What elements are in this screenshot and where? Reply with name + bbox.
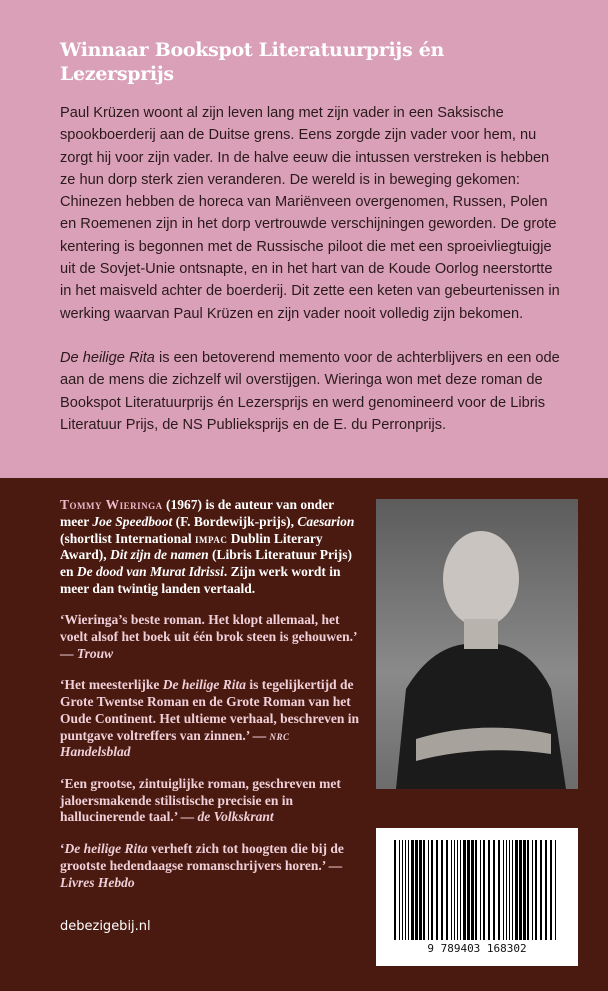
barcode-bar xyxy=(515,840,518,940)
quote-source: Handelsblad xyxy=(60,744,131,760)
author-bio xyxy=(60,497,362,597)
synopsis-panel xyxy=(0,0,608,478)
quote-source: de Volkskrant xyxy=(197,809,274,825)
review-quote xyxy=(60,776,362,826)
award-name: impac xyxy=(195,530,228,546)
quote-text: ‘ xyxy=(60,841,65,857)
barcode-bar xyxy=(475,840,477,940)
quote-text: ‘Een grootse, zintuiglijke roman, geschreven met jaloersmakende stilistische precisie en in hallucinerende taal.’ — xyxy=(60,776,341,825)
barcode-bar xyxy=(441,840,443,940)
review-quote xyxy=(60,677,362,761)
quote-source: Livres Hebdo xyxy=(60,874,135,890)
barcode-bar xyxy=(480,840,481,940)
isbn-number: 9 789403 168302 xyxy=(427,942,527,956)
quote-source: nrc xyxy=(269,727,290,743)
barcode-bar xyxy=(467,840,470,940)
barcode-bar xyxy=(451,840,452,940)
synopsis-text: is een betoverend memento voor de achterblijvers en een ode aan de mens die zichzelf wil overstijgen. Wieringa won met deze roman de Bookspot Literatuurprijs én Lezersprijs en werd genomineerd voor de Libris Literatuur Prijs, de NS Publieksprijs en de E. du Perronprijs. xyxy=(60,349,560,433)
bio-text: (F. Bordewijk-prijs), xyxy=(172,513,298,529)
bio-text: (Libris Literatuur Prijs) en xyxy=(60,547,352,579)
barcode-bar xyxy=(488,840,490,940)
quote-text: is tegelijkertijd de Grote Twentse Roman en de Grote Roman van het Oude Continent. Het ultieme verhaal, beschreven in puntgave voltreffers van zinnen.’ — xyxy=(60,677,359,743)
barcode-bar xyxy=(408,840,409,940)
review-quote xyxy=(60,612,362,662)
book-title: De heilige Rita xyxy=(162,677,246,693)
barcode-bar xyxy=(523,840,526,940)
bio-text: (1967) is de auteur van onder meer xyxy=(60,497,334,529)
author-panel xyxy=(0,478,608,991)
book-title: De heilige Rita xyxy=(64,841,148,857)
barcode-bar xyxy=(463,840,466,940)
synopsis-paragraph: Paul Krüzen woont al zijn leven lang met zijn vader in een Saksische spookboerderij aan de Duitse grens. Eens zorgde zijn vader voor hem, nu zorgt hij voor zijn vader. In de halve eeuw die intussen verstreken is hebben ze hun dorp sterk zien veranderen. De wereld is in beweging gekomen: Chinezen hebben de horeca van Mariënveen overgenomen, Russen, Polen en Roemenen zijn in het dorp vertrouwde verschijningen geworden. De grote kentering is begonnen met de Russische piloot die met een sproeivliegtuigje uit de Sovjet-Unie ontsnapte, en in het hart van de Koude Oorlog neerstortte in het maisveld achter de boerderij. Dit zette een keten van gebeurtenissen in werking waarvan Paul Krüzen en zijn vader nooit volledig zijn bekomen. xyxy=(60,105,560,322)
quote-text: verheft zich tot hoogten die bij de grootste hedendaagse romanschrijvers horen.’ — xyxy=(60,841,344,873)
book-title: Caesarion xyxy=(297,513,355,529)
barcode-bar xyxy=(471,840,474,940)
quote-source: Trouw xyxy=(76,645,114,661)
barcode-bar xyxy=(540,840,542,940)
barcode-bar xyxy=(454,840,455,940)
barcode-bar xyxy=(535,840,537,940)
barcode-bar xyxy=(436,840,438,940)
author-photo xyxy=(376,499,578,789)
quote-text: ‘Het meesterlijke xyxy=(60,677,163,693)
barcode-bar xyxy=(402,840,403,940)
barcode-bar xyxy=(503,840,504,940)
synopsis-paragraph-2 xyxy=(60,347,560,436)
quote-text: ‘Wieringa’s beste roman. Het klopt allemaal, het voelt alsof het boek uit één brok steen is gehouwen.’ — xyxy=(60,612,357,661)
book-title: Joe Speedboot xyxy=(92,513,173,529)
author-name: Tommy Wieringa xyxy=(60,497,163,513)
barcode-bar xyxy=(550,840,552,940)
bio-text: Dublin Literary Award), xyxy=(60,530,323,563)
barcode-bar xyxy=(527,840,529,940)
bio-text: (shortlist International xyxy=(60,530,195,546)
author-portrait-image xyxy=(376,499,578,789)
barcode-bar xyxy=(457,840,458,940)
book-title: De heilige Rita xyxy=(60,349,155,366)
award-headline: Winnaar Bookspot Literatuurprijs én Lezersprijs xyxy=(60,39,444,85)
barcode-bar xyxy=(446,840,448,940)
book-title: Dit zijn de namen xyxy=(110,547,209,563)
barcode-bar xyxy=(532,840,533,940)
barcode-bar xyxy=(509,840,510,940)
barcode-bar xyxy=(545,840,547,940)
barcode-bar xyxy=(405,840,406,940)
barcode-bar xyxy=(460,840,461,940)
barcode-bar xyxy=(506,840,507,940)
barcode-bar xyxy=(423,840,425,940)
barcode-bar xyxy=(483,840,485,940)
review-quote xyxy=(60,841,362,891)
barcode-bar xyxy=(512,840,513,940)
barcode-bar xyxy=(399,840,400,940)
bio-text: . Zijn werk wordt in meer dan twintig landen vertaald. xyxy=(60,563,341,596)
publisher-website[interactable]: debezigebij.nl xyxy=(60,919,151,935)
barcode-bar xyxy=(419,840,422,940)
barcode-bar xyxy=(394,840,396,940)
barcode-bar xyxy=(498,840,500,940)
barcode-bar xyxy=(493,840,495,940)
book-title: De dood van Murat Idrissi xyxy=(76,563,224,579)
isbn-barcode xyxy=(376,828,578,966)
barcode-bar xyxy=(519,840,522,940)
barcode-bar xyxy=(415,840,418,940)
barcode-bar xyxy=(428,840,429,940)
barcode-bar xyxy=(411,840,414,940)
barcode-bars xyxy=(394,840,560,940)
author-column xyxy=(60,497,362,935)
barcode-bar xyxy=(431,840,433,940)
barcode-bar xyxy=(555,840,556,940)
